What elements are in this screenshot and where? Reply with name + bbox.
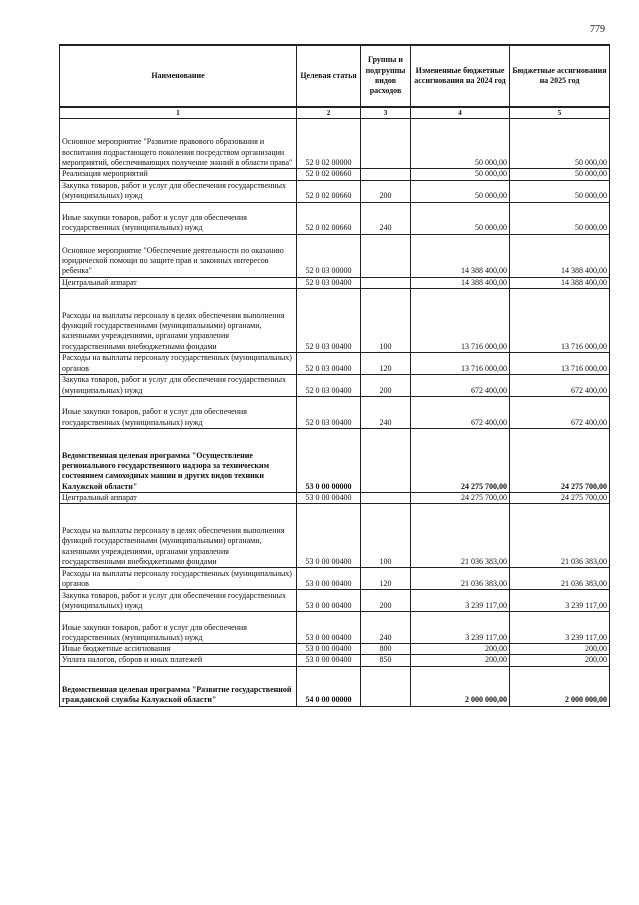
row-amount-2025: 200,00 (510, 655, 610, 666)
row-name: Центральный аппарат (60, 492, 297, 503)
row-name: Расходы на выплаты персоналу государственных (муниципальных) органов (60, 568, 297, 590)
row-name: Закупка товаров, работ и услуг для обеспечения государственных (муниципальных) нужд (60, 374, 297, 396)
row-amount-2025: 14 388 400,00 (510, 234, 610, 277)
column-number: 1 (60, 107, 297, 119)
row-name: Центральный аппарат (60, 277, 297, 288)
table-row (60, 666, 610, 706)
table-row (60, 644, 610, 655)
row-group-code: 100 (361, 504, 411, 568)
row-name: Основное мероприятие "Развитие правового образования и воспитания подрастающего поколения посредством организации мероприятий, обеспечивающих получение знаний в области права" (60, 119, 297, 169)
row-amount-2025: 3 239 117,00 (510, 590, 610, 612)
row-target-code: 52 0 02 00660 (297, 202, 361, 234)
row-name: Иные бюджетные ассигнования (60, 644, 297, 655)
table-row (60, 492, 610, 503)
table-row (60, 288, 610, 352)
table-row (60, 169, 610, 180)
row-name: Основное мероприятие "Обеспечение деятельности по оказанию юридической помощи по защите прав и законных интересов ребенка" (60, 234, 297, 277)
row-target-code: 53 0 00 00400 (297, 644, 361, 655)
row-target-code: 53 0 00 00400 (297, 568, 361, 590)
row-name: Закупка товаров, работ и услуг для обеспечения государственных (муниципальных) нужд (60, 590, 297, 612)
table-row (60, 612, 610, 644)
table-row (60, 655, 610, 666)
table-row (60, 374, 610, 396)
row-amount-2025: 3 239 117,00 (510, 612, 610, 644)
row-target-code: 52 0 03 00400 (297, 352, 361, 374)
column-number: 5 (510, 107, 610, 119)
column-number: 4 (411, 107, 510, 119)
row-target-code: 52 0 03 00400 (297, 288, 361, 352)
table-row (60, 568, 610, 590)
row-amount-2024: 13 716 000,00 (411, 352, 510, 374)
row-amount-2025: 13 716 000,00 (510, 288, 610, 352)
header-changed-2024: Измененные бюджетные ассигнования на 2024 год (411, 45, 510, 107)
row-amount-2025: 50 000,00 (510, 180, 610, 202)
row-amount-2024: 14 388 400,00 (411, 277, 510, 288)
row-amount-2025: 13 716 000,00 (510, 352, 610, 374)
row-target-code: 52 0 02 00660 (297, 169, 361, 180)
row-amount-2024: 50 000,00 (411, 180, 510, 202)
row-amount-2024: 672 400,00 (411, 374, 510, 396)
row-amount-2025: 21 036 383,00 (510, 568, 610, 590)
row-amount-2025: 14 388 400,00 (510, 277, 610, 288)
row-name: Иные закупки товаров, работ и услуг для обеспечения государственных (муниципальных) нужд (60, 396, 297, 428)
row-name: Ведомственная целевая программа "Осуществление регионального государственного надзора за техническим состоянием самоходных машин и других видов техники Калужской области" (60, 428, 297, 492)
header-name: Наименование (60, 45, 297, 107)
row-amount-2024: 24 275 700,00 (411, 492, 510, 503)
table-row (60, 352, 610, 374)
row-amount-2024: 50 000,00 (411, 169, 510, 180)
header-budget-2025: Бюджетные ассигнования на 2025 год (510, 45, 610, 107)
header-row (60, 45, 610, 107)
row-amount-2024: 2 000 000,00 (411, 666, 510, 706)
row-target-code: 52 0 03 00400 (297, 277, 361, 288)
row-amount-2024: 200,00 (411, 644, 510, 655)
row-amount-2024: 50 000,00 (411, 202, 510, 234)
budget-table (59, 44, 610, 707)
row-group-code (361, 169, 411, 180)
table-row (60, 202, 610, 234)
row-amount-2024: 3 239 117,00 (411, 590, 510, 612)
row-amount-2024: 50 000,00 (411, 119, 510, 169)
page-number: 779 (590, 24, 605, 35)
table-row (60, 277, 610, 288)
row-amount-2024: 3 239 117,00 (411, 612, 510, 644)
row-amount-2025: 24 275 700,00 (510, 428, 610, 492)
row-group-code (361, 492, 411, 503)
row-amount-2025: 50 000,00 (510, 169, 610, 180)
row-amount-2024: 24 275 700,00 (411, 428, 510, 492)
row-group-code (361, 428, 411, 492)
row-group-code: 200 (361, 374, 411, 396)
row-group-code: 800 (361, 644, 411, 655)
row-group-code: 120 (361, 352, 411, 374)
table-row (60, 234, 610, 277)
column-number: 2 (297, 107, 361, 119)
table-row (60, 119, 610, 169)
row-amount-2025: 24 275 700,00 (510, 492, 610, 503)
column-number: 3 (361, 107, 411, 119)
row-amount-2024: 14 388 400,00 (411, 234, 510, 277)
row-group-code: 200 (361, 590, 411, 612)
row-amount-2025: 672 400,00 (510, 374, 610, 396)
row-name: Иные закупки товаров, работ и услуг для обеспечения государственных (муниципальных) нужд (60, 612, 297, 644)
header-group: Группы и подгруппы видов расходов (361, 45, 411, 107)
row-name: Расходы на выплаты персоналу в целях обеспечения выполнения функций государственными (муниципальными) органами, казенными учреждениями, органами управления государственными внебюджетными фондами (60, 288, 297, 352)
row-name: Ведомственная целевая программа "Развитие государственной гражданской службы Калужской области" (60, 666, 297, 706)
row-amount-2025: 672 400,00 (510, 396, 610, 428)
row-group-code (361, 234, 411, 277)
table-body (60, 119, 610, 706)
row-name: Закупка товаров, работ и услуг для обеспечения государственных (муниципальных) нужд (60, 180, 297, 202)
row-amount-2025: 200,00 (510, 644, 610, 655)
row-amount-2025: 21 036 383,00 (510, 504, 610, 568)
row-target-code: 52 0 03 00400 (297, 396, 361, 428)
row-target-code: 52 0 03 00000 (297, 234, 361, 277)
table-row (60, 590, 610, 612)
row-group-code: 240 (361, 396, 411, 428)
row-group-code: 200 (361, 180, 411, 202)
row-amount-2024: 13 716 000,00 (411, 288, 510, 352)
row-amount-2024: 21 036 383,00 (411, 504, 510, 568)
row-target-code: 53 0 00 00400 (297, 504, 361, 568)
row-target-code: 53 0 00 00000 (297, 428, 361, 492)
row-amount-2025: 50 000,00 (510, 119, 610, 169)
row-amount-2024: 200,00 (411, 655, 510, 666)
row-group-code: 120 (361, 568, 411, 590)
table-row (60, 180, 610, 202)
table-row (60, 504, 610, 568)
table-row (60, 428, 610, 492)
row-target-code: 54 0 00 00000 (297, 666, 361, 706)
header-target: Целевая статья (297, 45, 361, 107)
row-group-code: 240 (361, 202, 411, 234)
column-number-row (60, 107, 610, 119)
row-target-code: 53 0 00 00400 (297, 655, 361, 666)
row-group-code (361, 119, 411, 169)
row-group-code: 850 (361, 655, 411, 666)
row-target-code: 53 0 00 00400 (297, 612, 361, 644)
row-amount-2024: 21 036 383,00 (411, 568, 510, 590)
row-name: Уплата налогов, сборов и иных платежей (60, 655, 297, 666)
row-amount-2025: 2 000 000,00 (510, 666, 610, 706)
row-group-code (361, 666, 411, 706)
row-group-code: 100 (361, 288, 411, 352)
row-target-code: 52 0 02 00000 (297, 119, 361, 169)
row-group-code (361, 277, 411, 288)
row-group-code: 240 (361, 612, 411, 644)
row-name: Расходы на выплаты персоналу в целях обеспечения выполнения функций государственными (муниципальными) органами, казенными учреждениями, органами управления государственными внебюджетными фондами (60, 504, 297, 568)
table-row (60, 396, 610, 428)
row-target-code: 52 0 02 00660 (297, 180, 361, 202)
row-name: Иные закупки товаров, работ и услуг для обеспечения государственных (муниципальных) нужд (60, 202, 297, 234)
row-target-code: 52 0 03 00400 (297, 374, 361, 396)
row-target-code: 53 0 00 00400 (297, 492, 361, 503)
row-amount-2025: 50 000,00 (510, 202, 610, 234)
row-amount-2024: 672 400,00 (411, 396, 510, 428)
row-name: Реализация мероприятий (60, 169, 297, 180)
row-target-code: 53 0 00 00400 (297, 590, 361, 612)
row-name: Расходы на выплаты персоналу государственных (муниципальных) органов (60, 352, 297, 374)
